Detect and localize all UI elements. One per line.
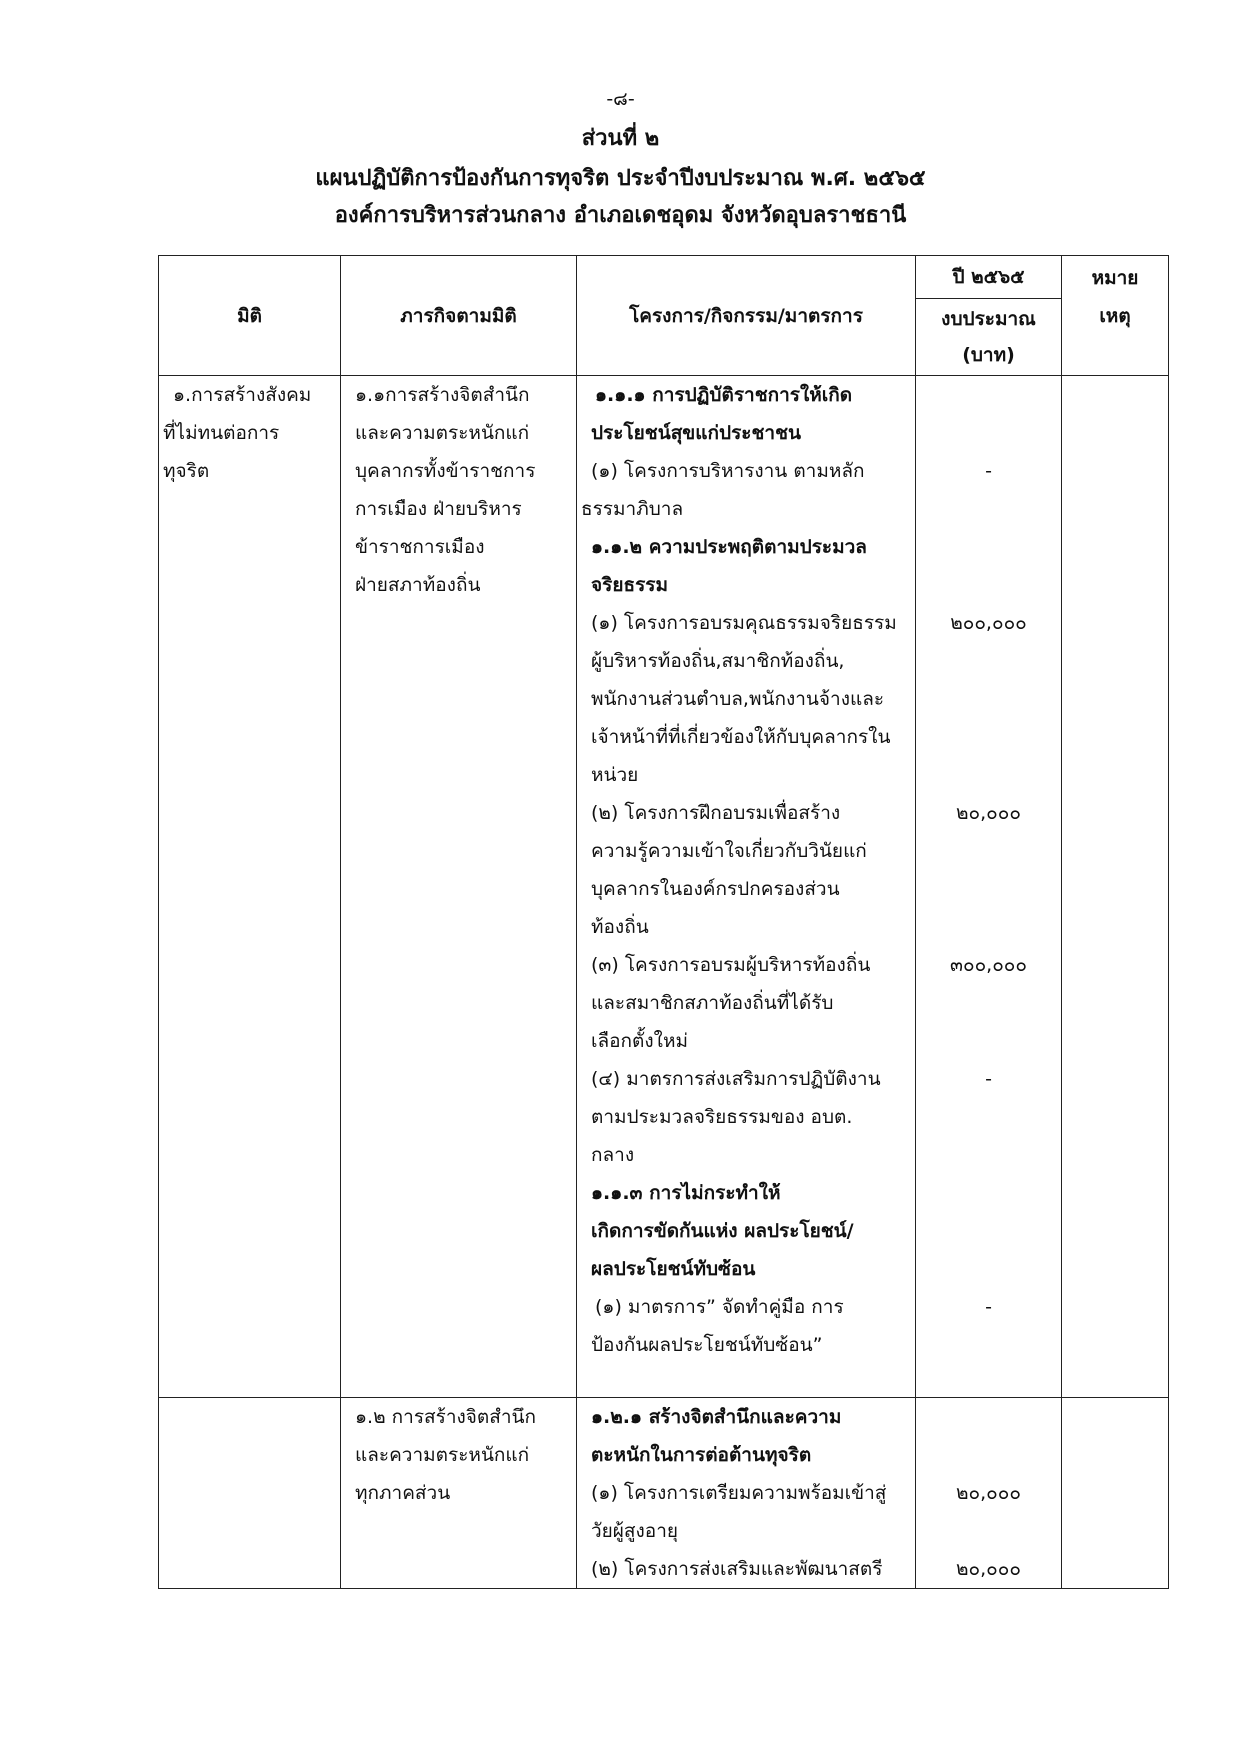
dimension-cell: ๑.การสร้างสังคม ที่ไม่ทนต่อการ ทุจริต	[159, 376, 341, 1398]
remark-cell	[1062, 1398, 1169, 1589]
section-title: ส่วนที่ ๒	[581, 126, 660, 151]
table-row	[159, 1398, 1169, 1589]
header-year: ปี ๒๕๖๕	[916, 256, 1062, 299]
project-cell: ๑.๒.๑ สร้างจิตสำนึกและความ ตะหนักในการต่อต้านทุจริต (๑) โครงการเตรียมความพร้อมเข้าสู่ วัยผู้สูงอายุ (๒) โครงการส่งเสริมและพัฒนาสตรี	[577, 1398, 916, 1589]
dimension-cell	[159, 1398, 341, 1589]
budget-amount: ๒๐,๐๐๐	[956, 1558, 1021, 1580]
budget-amount: ๒๐,๐๐๐	[956, 1482, 1021, 1504]
mission-cell: ๑.๑การสร้างจิตสำนึก และความตระหนักแก่ บุคลากรทั้งข้าราชการ การเมือง ฝ่ายบริหาร ข้าราชการเมือง ฝ่ายสภาท้องถิ่น	[341, 376, 577, 1398]
header-remark	[1062, 256, 1169, 376]
anti-corruption-plan-table	[158, 255, 1169, 1589]
budget-amount: -	[985, 1068, 992, 1090]
budget-amount: -	[985, 1296, 992, 1318]
budget-amount: ๓๐๐,๐๐๐	[949, 954, 1027, 976]
header-dimension: มิติ	[159, 256, 341, 376]
header-remark-line1: หมาย	[1091, 266, 1139, 289]
header-mission: ภารกิจตามมิติ	[341, 256, 577, 376]
header-budget-label: งบประมาณ	[941, 308, 1036, 330]
budget-cell	[916, 1398, 1062, 1589]
remark-cell	[1062, 376, 1169, 1398]
budget-amount: -	[985, 460, 992, 482]
header-budget-unit: (บาท)	[962, 344, 1015, 366]
budget-cell	[916, 376, 1062, 1398]
organization-title: องค์การบริหารส่วนกลาง อำเภอเดชอุดม จังหวัดอุบลราชธานี	[334, 203, 907, 228]
page-number: -๘-	[606, 88, 635, 110]
header-remark-line2: เหตุ	[1099, 304, 1131, 327]
budget-amount: ๒๐๐,๐๐๐	[950, 612, 1027, 634]
mission-cell: ๑.๒ การสร้างจิตสำนึก และความตระหนักแก่ ทุกภาคส่วน	[341, 1398, 577, 1589]
header-budget	[916, 299, 1062, 376]
header-project: โครงการ/กิจกรรม/มาตรการ	[577, 256, 916, 376]
budget-amount: ๒๐,๐๐๐	[956, 802, 1021, 824]
project-cell: ๑.๑.๑ การปฏิบัติราชการให้เกิด ประโยชน์สุขแก่ประชาชน (๑) โครงการบริหารงาน ตามหลัก ธรรมาภิบาล ๑.๑.๒ ความประพฤติตามประมวล จริยธรรม (๑) โครงการอบรมคุณธรรมจริยธรรม ผู้บริหารท้องถิ่น,สมาชิกท้องถิ่น, พนักงานส่วนตำบล,พนักงานจ้างและ เจ้าหน้าที่ที่เกี่ยวข้องให้กับบุคลากรใน หน่วย (๒) โครงการฝึกอบรมเพื่อสร้าง ความรู้ความเข้าใจเกี่ยวกับวินัยแก่ บุคลากรในองค์กรปกครองส่วน ท้องถิ่น (๓) โครงการอบรมผู้บริหารท้องถิ่น และสมาชิกสภาท้องถิ่นที่ได้รับ เลือกตั้งใหม่ (๔) มาตรการส่งเสริมการปฏิบัติงาน ตามประมวลจริยธรรมของ อบต. กลาง ๑.๑.๓ การไม่กระทำให้ เกิดการขัดกันแห่ง ผลประโยชน์/ ผลประโยชน์ทับซ้อน (๑) มาตรการ” จัดทำคู่มือ การ ป้องกันผลประโยชน์ทับซ้อน”	[577, 376, 916, 1398]
plan-title: แผนปฏิบัติการป้องกันการทุจริต ประจำปีงบประมาณ พ.ศ. ๒๕๖๕	[315, 166, 926, 191]
table-row	[159, 376, 1169, 1398]
